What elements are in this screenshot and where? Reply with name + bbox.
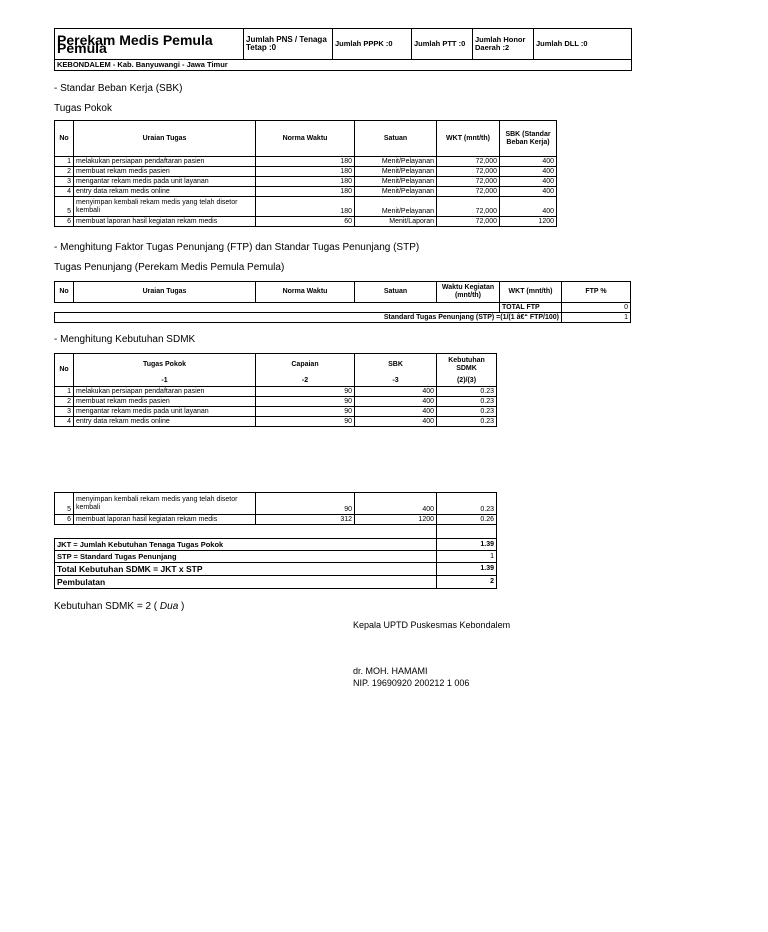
sbk-table	[54, 120, 557, 227]
pppk-count: Jumlah PPPK :0	[333, 29, 412, 60]
ftp-table	[54, 281, 631, 323]
subcol-3: -3	[355, 376, 437, 387]
table-row: 5 menyimpan kembali rekam medis yang telah disetor kembali 90 400 0.23	[55, 493, 497, 515]
table-row: 6 membuat laporan hasil kegiatan rekam medis 60 Menit/Laporan 72,000 1200	[55, 217, 557, 227]
stp-value: 1	[562, 313, 631, 323]
sdmk-table-cont	[54, 492, 497, 589]
total-sdmk-value: 1.39	[437, 563, 497, 576]
stp-sdmk-label: STP = Standard Tugas Penunjang	[55, 551, 437, 563]
sdmk-col-kebutuhan: Kebutuhan SDMK	[437, 354, 497, 376]
conclusion-suffix: )	[178, 601, 185, 612]
pns-count: Jumlah PNS / Tenaga Tetap :0	[244, 29, 333, 60]
ftp-col-satuan: Satuan	[355, 282, 437, 303]
sbk-heading: - Standar Beban Kerja (SBK)	[54, 83, 183, 94]
ptt-count: Jumlah PTT :0	[412, 29, 473, 60]
col-no: No	[55, 121, 74, 157]
conclusion-prefix: Kebutuhan SDMK = 2 (	[54, 601, 160, 612]
ftp-col-no: No	[55, 282, 74, 303]
ftp-col-ftp: FTP %	[562, 282, 631, 303]
col-sbk: SBK (Standar Beban Kerja)	[500, 121, 557, 157]
col-wkt: WKT (mnt/th)	[437, 121, 500, 157]
table-row: 5 menyimpan kembali rekam medis yang telah disetor kembali 180 Menit/Pelayanan 72,000 400	[55, 197, 557, 217]
sdmk-col-no: No	[55, 354, 74, 387]
sbk-rows	[55, 157, 557, 227]
sdmk-col-capaian: Capaian	[256, 354, 355, 376]
total-ftp-label: TOTAL FTP	[500, 303, 562, 313]
sdmk-col-task: Tugas Pokok	[74, 354, 256, 376]
location-label: KEBONDALEM - Kab. Banyuwangi - Jawa Timur	[55, 60, 632, 71]
table-row: 2 membuat rekam medis pasien 180 Menit/Pelayanan 72,000 400	[55, 167, 557, 177]
page-title: Perekam Medis Pemula Pemula	[55, 29, 244, 60]
signature-position: Kepala UPTD Puskesmas Kebondalem	[353, 620, 511, 630]
header-table	[54, 28, 632, 71]
total-sdmk-label: Total Kebutuhan SDMK = JKT x STP	[55, 563, 437, 576]
table-row: 4 entry data rekam medis online 90 400 0.23	[55, 417, 497, 427]
subcol-2: -2	[256, 376, 355, 387]
ftp-heading: - Menghitung Faktor Tugas Penunjang (FTP) dan Standar Tugas Penunjang (STP)	[54, 242, 420, 253]
subcol-4: (2)/(3)	[437, 376, 497, 387]
conclusion-word: Dua	[159, 601, 179, 612]
signature-name: dr. MOH. HAMAMI	[353, 666, 428, 676]
ftp-col-norma: Norma Waktu	[256, 282, 355, 303]
sdmk-heading: - Menghitung Kebutuhan SDMK	[54, 334, 196, 345]
col-satuan: Satuan	[355, 121, 437, 157]
jkt-label: JKT = Jumlah Kebutuhan Tenaga Tugas Pokok	[55, 539, 437, 551]
table-row: 3 mengantar rekam medis pada unit layanan 90 400 0.23	[55, 407, 497, 417]
table-row: 2 membuat rekam medis pasien 90 400 0.23	[55, 397, 497, 407]
stp-sdmk-value: 1	[437, 551, 497, 563]
col-norma: Norma Waktu	[256, 121, 355, 157]
rounding-label: Pembulatan	[55, 576, 437, 589]
ftp-col-task: Uraian Tugas	[74, 282, 256, 303]
col-task: Uraian Tugas	[74, 121, 256, 157]
conclusion	[54, 601, 184, 612]
rounding-value: 2	[437, 576, 497, 589]
table-row: 6 membuat laporan hasil kegiatan rekam medis 312 1200 0.26	[55, 515, 497, 525]
table-row: 1 melakukan persiapan pendaftaran pasien 180 Menit/Pelayanan 72,000 400	[55, 157, 557, 167]
total-ftp-value: 0	[562, 303, 631, 313]
sdmk-table	[54, 353, 497, 427]
ftp-subheading: Tugas Penunjang (Perekam Medis Pemula Pemula)	[54, 262, 285, 273]
table-row: 4 entry data rekam medis online 180 Menit/Pelayanan 72,000 400	[55, 187, 557, 197]
table-row: 3 mengantar rekam medis pada unit layanan 180 Menit/Pelayanan 72,000 400	[55, 177, 557, 187]
ftp-col-waktu: Waktu Kegiatan (mnt/th)	[437, 282, 500, 303]
signature-nip: NIP. 19690920 200212 1 006	[353, 678, 470, 688]
jkt-value: 1.39	[437, 539, 497, 551]
sbk-subheading: Tugas Pokok	[54, 103, 112, 114]
sdmk-col-sbk: SBK	[355, 354, 437, 376]
dll-count: Jumlah DLL :0	[534, 29, 632, 60]
subcol-1: -1	[74, 376, 256, 387]
stp-label: Standard Tugas Penunjang (STP) =(1/(1 â€“ FTP/100)	[55, 313, 562, 323]
table-row: 1 melakukan persiapan pendaftaran pasien 90 400 0.23	[55, 387, 497, 397]
honor-count: Jumlah Honor Daerah :2	[473, 29, 534, 60]
ftp-col-wkt: WKT (mnt/th)	[500, 282, 562, 303]
